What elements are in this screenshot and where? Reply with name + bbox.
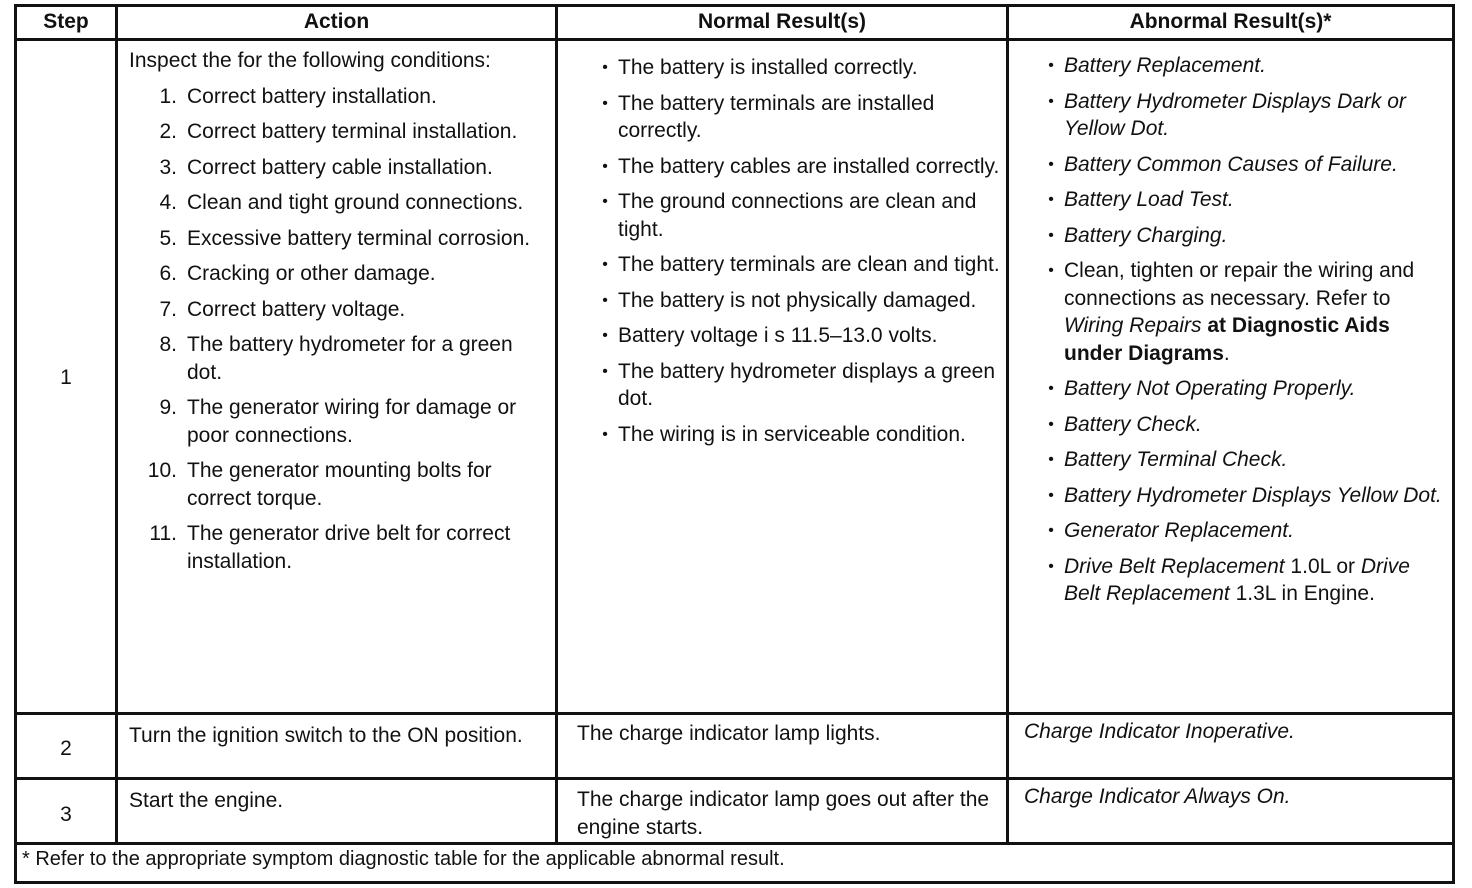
bullet-icon: •: [602, 425, 608, 443]
normal-result-item: [592, 287, 1002, 315]
header-normal-results: Normal Result(s): [697, 10, 867, 33]
action-checklist-item: [129, 457, 549, 512]
abnormal-result-item: [1038, 151, 1448, 179]
belt-text-2: 1.3L in Engine: [1229, 582, 1370, 605]
abnormal-result-item: [1038, 257, 1448, 367]
normal-result-text: The ground connections are clean and tight.: [618, 190, 977, 241]
table-footnote: * Refer to the appropriate symptom diagnostic table for the applicable abnormal result.: [22, 848, 785, 870]
abnormal-result-text: Battery Hydrometer Displays Yellow Dot.: [1064, 483, 1442, 507]
normal-result-text: The wiring is in serviceable condition.: [618, 422, 966, 446]
checklist-text: Correct battery voltage.: [187, 297, 406, 321]
checklist-text: The generator drive belt for correct installation.: [187, 522, 511, 573]
normal-result-item: [592, 421, 1002, 449]
checklist-number: 8.: [159, 333, 177, 356]
checklist-text: The generator mounting bolts for correct torque.: [187, 459, 492, 510]
bullet-icon: •: [1048, 415, 1054, 433]
action-checklist-item: [129, 331, 549, 386]
abnormal-result-item: [1038, 553, 1448, 608]
abnormal-result-item: [1038, 482, 1448, 510]
abnormal-result-item: [1038, 52, 1448, 80]
bullet-icon: •: [1048, 92, 1054, 110]
bullet-icon: •: [602, 157, 608, 175]
header-action: Action: [303, 10, 370, 33]
normal-result-text: The battery is not physically damaged.: [618, 288, 977, 312]
abnormal-result-item: [1038, 186, 1448, 214]
checklist-number: 1.: [159, 84, 177, 108]
normal-cell-2: The charge indicator lamp lights.: [577, 722, 881, 745]
checklist-text: Correct battery terminal installation.: [187, 120, 518, 143]
bullet-icon: •: [602, 256, 608, 273]
bullet-icon: •: [1048, 557, 1054, 575]
bullet-icon: •: [602, 327, 608, 344]
action-checklist-item: [129, 189, 549, 217]
abnormal-cell-1: [1038, 52, 1448, 616]
normal-results-list: [592, 54, 1002, 448]
abnormal-result-item: [1038, 446, 1448, 474]
column-divider-step: [115, 4, 118, 844]
drive-belt-ref-2: Drive Belt Replacement: [1064, 554, 1410, 605]
checklist-number: 10.: [147, 459, 177, 482]
bullet-icon: •: [1048, 155, 1054, 173]
checklist-text: Excessive battery terminal corrosion.: [187, 226, 531, 250]
diagnostic-aids-ref: at Diagnostic Aids under Diagrams: [1064, 314, 1390, 365]
checklist-number: 6.: [159, 262, 177, 285]
wiring-repairs-link: Wiring Repairs: [1064, 314, 1202, 337]
checklist-number: 2.: [159, 120, 177, 143]
abnormal-results-list: [1038, 52, 1448, 608]
header-step: Step: [43, 10, 89, 33]
abnormal-result-item: [1038, 88, 1448, 143]
action-checklist-item: [129, 225, 549, 253]
action-checklist-item: [129, 296, 549, 324]
bullet-icon: •: [602, 291, 608, 309]
abnormal-cell-2: Charge Indicator Inoperative.: [1024, 720, 1295, 743]
abnormal-result-item: [1038, 411, 1448, 439]
abnormal-result-text: Generator Replacement.: [1064, 519, 1294, 542]
normal-result-item: [592, 358, 1002, 413]
checklist-text: Cracking or other damage.: [187, 262, 436, 285]
normal-result-text: The battery terminals are clean and tight.: [618, 253, 1000, 276]
bullet-icon: •: [1048, 451, 1054, 468]
step-number-3: 3: [60, 803, 72, 826]
checklist-number: 9.: [159, 396, 177, 419]
table-border-right: [1452, 4, 1455, 884]
bullet-icon: •: [602, 193, 608, 210]
normal-result-item: [592, 54, 1002, 82]
abnormal-result-text: [1064, 553, 1448, 608]
action-cell-3: Start the engine.: [129, 789, 284, 812]
normal-result-item: [592, 153, 1002, 181]
checklist-number: 11.: [149, 522, 177, 545]
abnormal-result-text: Battery Common Causes of Failure.: [1064, 152, 1398, 176]
bullet-icon: •: [1048, 226, 1054, 244]
normal-result-text: Battery voltage i s 11.5–13.0 volts.: [618, 324, 938, 347]
normal-result-text: The battery is installed correctly.: [618, 56, 918, 79]
row-divider-2: [14, 777, 1455, 780]
abnormal-result-text: Battery Terminal Check.: [1064, 448, 1288, 471]
abnormal-result-item: [1038, 375, 1448, 403]
normal-result-item: [592, 322, 1002, 350]
header-divider: [14, 38, 1455, 41]
step-number-2: 2: [60, 737, 72, 760]
abnormal-result-text: Battery Charging.: [1064, 223, 1228, 247]
action-checklist-item: [129, 118, 549, 146]
bullet-icon: •: [602, 59, 608, 76]
action-cell-2: Turn the ignition switch to the ON position.: [129, 724, 523, 747]
action-checklist-item: [129, 83, 549, 111]
table-border-bottom: [14, 881, 1455, 884]
action-cell-1: [129, 47, 549, 583]
action-checklist: [129, 83, 549, 576]
normal-cell-1: [592, 54, 1002, 456]
wiring-text: Clean, tighten or repair the wiring and connections as necessary. Refer to: [1064, 259, 1415, 310]
belt-end: .: [1369, 582, 1375, 605]
abnormal-cell-3: Charge Indicator Always On.: [1024, 785, 1291, 808]
abnormal-result-text: Battery Replacement.: [1064, 54, 1266, 77]
checklist-number: 5.: [159, 226, 177, 250]
action-intro: Inspect the for the following conditions:: [129, 49, 491, 72]
normal-result-text: The battery terminals are installed correctly.: [618, 91, 935, 142]
step-number-1: 1: [60, 366, 72, 389]
row-divider-3: [14, 842, 1455, 845]
abnormal-result-text: [1064, 257, 1448, 367]
row-divider-1: [14, 712, 1455, 715]
checklist-text: The generator wiring for damage or poor connections.: [187, 396, 517, 447]
bullet-icon: •: [1048, 57, 1054, 74]
bullet-icon: •: [1048, 191, 1054, 208]
bullet-icon: •: [1048, 522, 1054, 539]
checklist-number: 7.: [159, 297, 177, 321]
action-checklist-item: [129, 520, 549, 575]
normal-result-item: [592, 188, 1002, 243]
abnormal-result-text: Battery Hydrometer Displays Dark or Yellow Dot.: [1064, 89, 1406, 140]
bullet-icon: •: [602, 94, 608, 112]
abnormal-result-item: [1038, 222, 1448, 250]
belt-text-1: 1.0L or: [1284, 554, 1361, 578]
abnormal-result-text: Battery Not Operating Properly.: [1064, 377, 1356, 400]
normal-result-item: [592, 90, 1002, 145]
normal-cell-3: The charge indicator lamp goes out after the engine starts.: [577, 788, 990, 839]
column-divider-action: [555, 4, 558, 844]
checklist-text: Correct battery cable installation.: [187, 155, 493, 179]
bullet-icon: •: [602, 362, 608, 380]
normal-result-item: [592, 251, 1002, 279]
header-abnormal-results: Abnormal Result(s)*: [1129, 10, 1332, 33]
abnormal-result-item: [1038, 517, 1448, 545]
abnormal-result-text: Battery Load Test.: [1064, 188, 1234, 211]
checklist-number: 3.: [159, 155, 177, 179]
bullet-icon: •: [1048, 262, 1054, 279]
column-divider-normal: [1006, 4, 1009, 844]
abnormal-result-text: Battery Check.: [1064, 412, 1202, 436]
bullet-icon: •: [1048, 380, 1054, 397]
action-checklist-item: [129, 394, 549, 449]
normal-result-text: The battery cables are installed correctly.: [618, 154, 1000, 178]
wiring-end: .: [1223, 341, 1230, 365]
bullet-icon: •: [1048, 486, 1054, 504]
checklist-number: 4.: [159, 191, 177, 214]
drive-belt-ref-1: Drive Belt Replacement: [1064, 554, 1285, 578]
normal-result-text: The battery hydrometer displays a green dot.: [618, 359, 996, 410]
checklist-text: Clean and tight ground connections.: [187, 191, 524, 214]
checklist-text: Correct battery installation.: [187, 84, 437, 108]
action-checklist-item: [129, 154, 549, 182]
checklist-text: The battery hydrometer for a green dot.: [187, 333, 513, 384]
action-checklist-item: [129, 260, 549, 288]
